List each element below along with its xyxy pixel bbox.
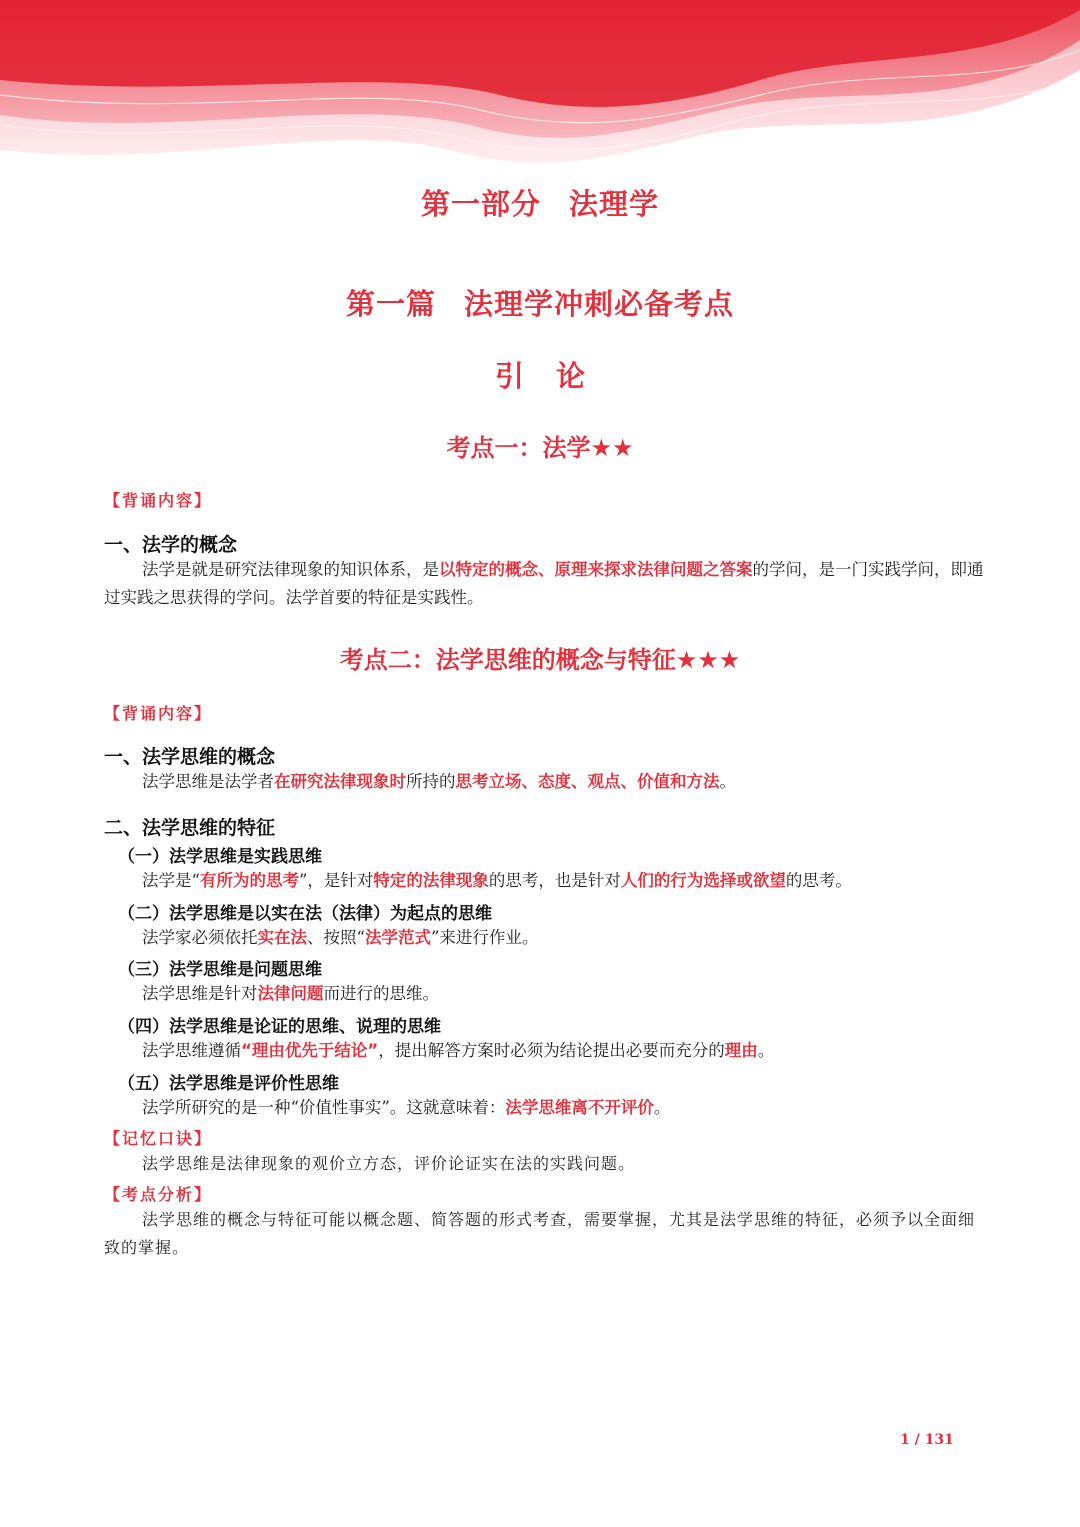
heading-legal-thinking-concept: 一、法学思维的概念 [104, 746, 276, 768]
heading-law-concept: 一、法学的概念 [104, 534, 238, 556]
feature-3-text: 法学思维是针对法律问题而进行的思维。 [142, 984, 439, 1003]
paragraph-legal-thinking-concept: 法学思维是法学者在研究法律现象时所持的思考立场、态度、观点、价值和方法。 [142, 772, 736, 791]
feature-4-title: （四）法学思维是论证的思维、说理的思维 [118, 1017, 441, 1037]
feature-1-title: （一）法学思维是实践思维 [118, 847, 322, 867]
recite-tag-1: 【背诵内容】 [104, 491, 213, 510]
part-title: 第一部分 法理学 [420, 187, 660, 221]
section-intro-title: 引 论 [494, 359, 586, 393]
key-point-1-title: 考点一：法学★★ [446, 434, 634, 462]
analysis-tag: 【考点分析】 [104, 1185, 213, 1204]
feature-3-title: （三）法学思维是问题思维 [118, 960, 322, 980]
feature-4-text: 法学思维遵循“理由优先于结论”，提出解答方案时必须为结论提出必要而充分的理由。 [142, 1041, 775, 1060]
memory-tag: 【记忆口诀】 [104, 1129, 213, 1148]
chapter-title: 第一篇 法理学冲刺必备考点 [345, 287, 735, 321]
paragraph-law-concept: 法学是就是研究法律现象的知识体系，是以特定的概念、原理来探求法律问题之答案的学问，是一门实践学问，即通过实践之思获得的学问。法学首要的特征是实践性。 [104, 560, 984, 607]
page-number: 1 / 131 [900, 1432, 954, 1448]
feature-2-text: 法学家必须依托实在法、按照“法学范式”来进行作业。 [142, 928, 539, 947]
key-point-2-title: 考点二：法学思维的概念与特征★★★ [339, 646, 741, 674]
feature-2-title: （二）法学思维是以实在法（法律）为起点的思维 [118, 904, 492, 924]
heading-legal-thinking-features: 二、法学思维的特征 [104, 817, 276, 839]
header-wave-banner [0, 0, 1080, 175]
feature-1-text: 法学是“有所为的思考”，是针对特定的法律现象的思考，也是针对人们的行为选择或欲望的思考。 [142, 871, 852, 890]
feature-5-text: 法学所研究的是一种“价值性事实”。这就意味着：法学思维离不开评价。 [142, 1098, 671, 1117]
feature-5-title: （五）法学思维是评价性思维 [118, 1074, 339, 1094]
analysis-text: 法学思维的概念与特征可能以概念题、简答题的形式考查，需要掌握，尤其是法学思维的特征，必须予以全面细致的掌握。 [104, 1210, 976, 1257]
memory-text: 法学思维是法律现象的观价立方态，评价论证实在法的实践问题。 [142, 1154, 636, 1173]
recite-tag-2: 【背诵内容】 [104, 704, 213, 723]
